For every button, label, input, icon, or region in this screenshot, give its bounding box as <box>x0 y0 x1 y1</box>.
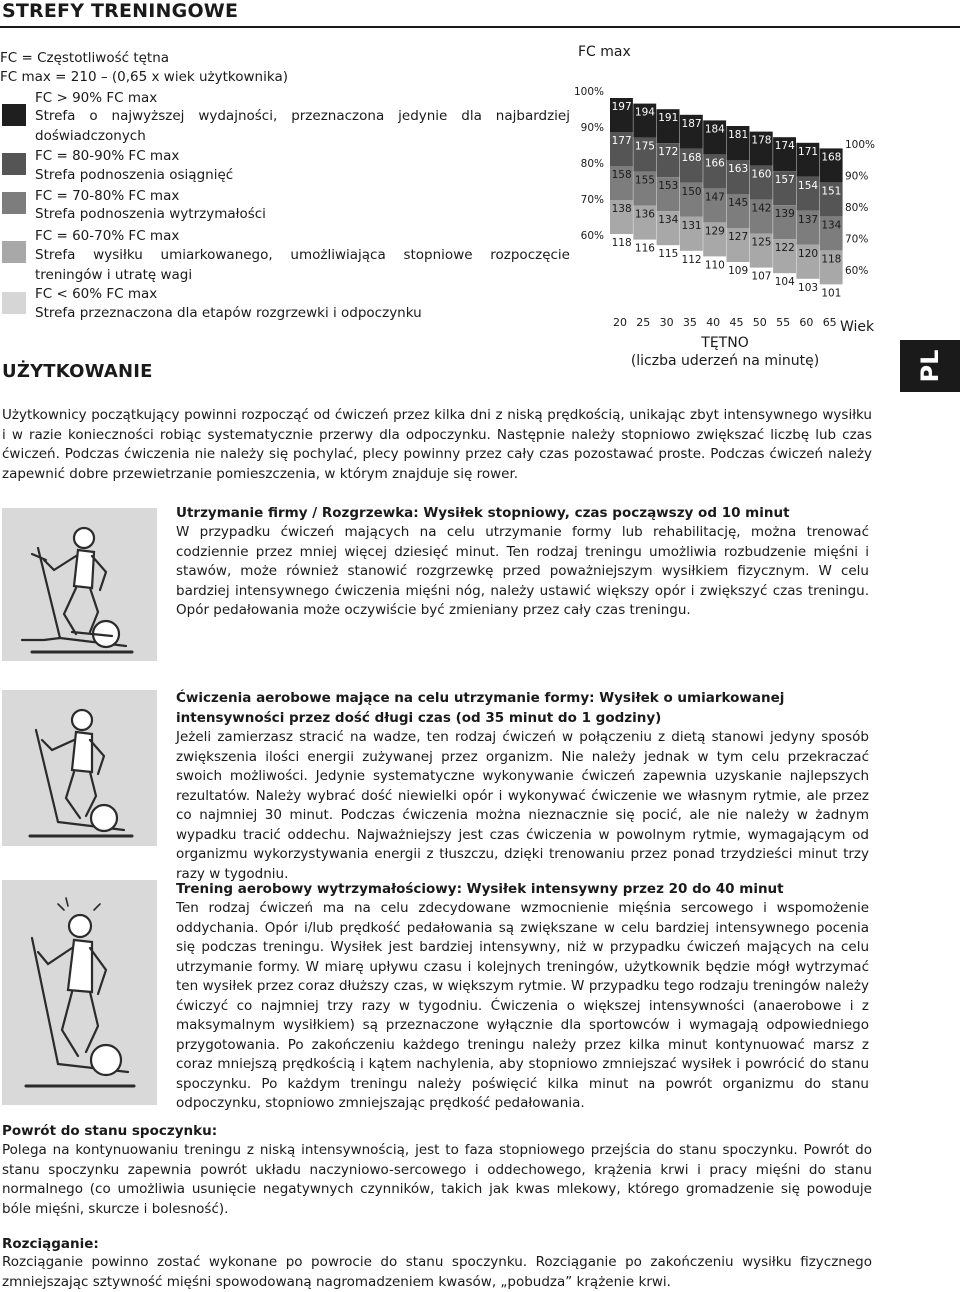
chart-x-axis-label: Wiek <box>840 319 875 335</box>
chart-left-tick-label: 80% <box>580 158 604 170</box>
elliptical-trainer-illustration-endurance <box>2 880 157 1105</box>
chart-value-label: 109 <box>728 265 749 277</box>
chart-value-label: 168 <box>681 151 702 164</box>
chart-value-label: 197 <box>611 101 632 113</box>
chart-value-label: 139 <box>774 208 795 221</box>
zone-desc-below-60: Strefa przeznaczona dla etapów rozgrzewki i odpoczynku <box>35 305 422 321</box>
chart-value-label: 122 <box>774 242 795 255</box>
chart-value-label: 194 <box>634 106 655 119</box>
chart-y-axis-label-line1: TĘTNO <box>701 335 749 351</box>
chart-value-label: 103 <box>798 281 819 294</box>
chart-x-axis <box>613 316 837 329</box>
chart-value-label: 177 <box>611 135 632 147</box>
zone-swatch-below-60 <box>2 292 26 314</box>
usage-title: UŻYTKOWANIE <box>2 361 153 382</box>
zone-swatch-60-70 <box>2 241 26 263</box>
chart-value-label: 134 <box>658 214 679 227</box>
zone-desc-70-80: Strefa podnoszenia wytrzymałości <box>35 206 266 222</box>
chart-value-label: 120 <box>798 247 819 260</box>
chart-x-tick-label: 25 <box>636 316 651 329</box>
elliptical-trainer-illustration-warmup <box>2 508 157 661</box>
section-aerobic-heading: Ćwiczenia aerobowe mające na celu utrzymanie formy: Wysiłek o umiarkowanej intensywności przez dość długi czas (od 35 minut do 1 godziny) <box>176 690 785 726</box>
chart-value-label: 171 <box>798 145 819 158</box>
chart-value-label: 181 <box>728 129 749 141</box>
chart-value-label: 145 <box>728 197 749 209</box>
zone-desc-90-plus: Strefa o najwyższej wydajności, przeznaczona jedynie dla najbardziej doświadczonych <box>35 108 570 144</box>
cooldown-heading: Powrót do stanu spoczynku: <box>2 1123 218 1139</box>
chart-right-tick-label: 60% <box>845 265 869 277</box>
chart-value-label: 184 <box>704 123 725 136</box>
chart-left-tick-label: 90% <box>580 122 604 134</box>
chart-value-label: 174 <box>774 140 795 153</box>
chart-value-label: 155 <box>634 174 655 187</box>
stretching-heading: Rozciąganie: <box>2 1236 99 1252</box>
title-rule <box>0 26 960 28</box>
language-tab <box>900 340 960 392</box>
chart-value-label: 147 <box>704 191 725 204</box>
zone-swatch-70-80 <box>2 192 26 214</box>
legend-fc-definition: FC = Częstotliwość tętna <box>0 50 170 66</box>
chart-right-tick-label: 100% <box>845 139 876 151</box>
chart-value-label: 153 <box>658 180 679 193</box>
zone-desc-60-70: Strefa wysiłku umiarkowanego, umożliwiająca stopniowe rozpoczęcie treningów i utratę wagi <box>35 247 570 283</box>
chart-value-label: 138 <box>611 203 632 215</box>
chart-value-label: 163 <box>728 163 749 175</box>
stretching-body: Rozciąganie powinno zostać wykonane po powrocie do stanu spoczynku. Rozciąganie po zakończeniu wysiłku fizycznego zmniejszając sztywność mięśni spowodowaną nagromadzeniem kwasów, „pobudza” krążenie krwi. <box>2 1254 872 1290</box>
zone-heading-60-70: FC = 60-70% FC max <box>35 228 180 244</box>
section-warmup-body: W przypadku ćwiczeń mających na celu utrzymanie formy lub rehabilitację, można trenować codziennie przez mniej więcej dziesięć minut. Ten rodzaj treningu umożliwia rozbudzenie mięśni i stawów, może również stanowić rozgrzewkę przed poważniejszym wysiłkiem fizycznym. W celu bardziej intensywnego ćwiczenia mięśni nóg, należy ustawić większy opór i zwiększyć czas treningu. Opór pedałowania może oczywiście być zmieniany przez cały czas treningu. <box>176 524 869 618</box>
chart-value-label: 112 <box>681 253 702 266</box>
chart-value-label: 101 <box>821 287 842 300</box>
chart-value-label: 157 <box>774 174 795 187</box>
chart-value-label: 154 <box>798 179 819 192</box>
chart-x-tick-label: 50 <box>752 316 767 329</box>
zone-heading-70-80: FC = 70-80% FC max <box>35 188 180 204</box>
chart-left-tick-label: 60% <box>580 230 604 242</box>
elliptical-trainer-illustration-aerobic <box>2 690 157 846</box>
chart-value-label: 110 <box>704 259 725 272</box>
zone-heading-below-60: FC < 60% FC max <box>35 286 158 302</box>
chart-y-axis-label-line2: (liczba uderzeń na minutę) <box>630 353 820 369</box>
chart-value-label: 104 <box>774 276 795 289</box>
chart-value-label: 178 <box>751 134 772 147</box>
chart-title: FC max <box>578 44 631 60</box>
cooldown-body: Polega na kontynuowaniu treningu z niską intensywnością, jest to faza stopniowego przejścia do stanu spoczynku. Powrót do stanu spoczynku zapewnia powrót układu naczyniowo-sercowego i oddechowego, krążenia krwi i pracy mięśni do stanu normalnego (co umożliwia usunięcie negatywnych czynników, takich jak kwas mlekowy, którego gromadzenie się powoduje bóle mięśni, skurcze i bolesność). <box>2 1142 872 1217</box>
chart-value-label: 158 <box>611 169 632 181</box>
language-tab-label: PL <box>916 349 944 383</box>
section-endurance-body: Ten rodzaj ćwiczeń ma na celu zdecydowane wzmocnienie mięśnia sercowego i wspomożenie oddychania. Opór i/lub prędkość pedałowania są zwiększane w celu bardziej intensywnego pocenia się podczas treningu. Wysiłek jest bardziej intensywny, niż w przypadku ćwiczeń mających na celu utrzymanie formy. W miarę upływu czasu i kolejnych treningów, użytkownik będzie mógł wytrzymać ten wysiłek przez coraz dłuższy czas, w większym rytmie. W przypadku tego rodzaju treningów należy ćwiczyć co najmniej trzy razy w tygodniu. Ćwiczenia o większej intensywności (anaerobowe i z maksymalnym wysiłkiem) są przeznaczone wyłącznie dla sportowców i wymagają odpowiedniego przygotowania. Po zakończeniu każdego treningu należy przez kilka minut kontynuować marsz z coraz mniejszą prędkością i kątem nachylenia, aby stopniowo zmniejszać wysiłek i powrócić do stanu spoczynku. Po każdym treningu należy poświęcić kilka minut na powrót organizmu do stanu odpoczynku, stopniowo zmniejszając prędkość pedałowania. <box>176 900 869 1111</box>
chart-value-label: 168 <box>821 151 842 164</box>
chart-x-tick-label: 20 <box>613 316 627 329</box>
chart-right-tick-label: 80% <box>845 202 869 214</box>
chart-x-tick-label: 40 <box>706 316 721 329</box>
chart-value-label: 191 <box>658 112 679 125</box>
chart-x-tick-label: 55 <box>776 316 791 329</box>
chart-x-tick-label: 60 <box>799 316 814 329</box>
chart-value-label: 107 <box>751 270 772 283</box>
chart-value-label: 187 <box>681 117 702 130</box>
chart-value-label: 116 <box>634 242 655 255</box>
zone-swatch-90-plus <box>2 104 26 126</box>
chart-value-label: 151 <box>821 185 842 198</box>
chart-right-tick-label: 70% <box>845 233 869 246</box>
chart-value-label: 150 <box>681 185 702 198</box>
chart-right-axis <box>845 139 875 277</box>
chart-x-tick-label: 65 <box>822 316 837 329</box>
legend-fc-max-formula: FC max = 210 – (0,65 x wiek użytkownika) <box>0 69 288 85</box>
chart-value-label: 166 <box>704 157 725 170</box>
section-endurance-heading: Trening aerobowy wytrzymałościowy: Wysiłek intensywny przez 20 do 40 minut <box>176 881 784 897</box>
zone-heading-80-90: FC = 80-90% FC max <box>35 148 180 164</box>
chart-value-label: 115 <box>658 248 679 261</box>
chart-left-axis <box>574 86 604 242</box>
chart-value-label: 137 <box>798 213 819 226</box>
zone-swatch-80-90 <box>2 153 26 175</box>
chart-value-label: 142 <box>751 202 772 215</box>
chart-value-label: 118 <box>611 237 632 249</box>
chart-value-label: 131 <box>681 219 702 232</box>
chart-right-tick-label: 90% <box>845 170 869 183</box>
chart-x-tick-label: 35 <box>682 316 697 329</box>
heart-rate-zone-chart <box>560 38 880 373</box>
chart-value-label: 160 <box>751 168 772 181</box>
chart-x-tick-label: 45 <box>729 316 744 329</box>
chart-value-label: 175 <box>634 140 655 153</box>
chart-left-tick-label: 100% <box>573 86 604 98</box>
usage-paragraph: Użytkownicy początkujący powinni rozpocząć od ćwiczeń przez kilka dni z niską prędkością, unikając zbyt intensywnego wysiłku i w razie konieczności robiąc systematycznie przerwy dla odpoczynku. Następnie należy stopniowo zwiększać liczbę lub czas ćwiczeń. Podczas ćwiczenia nie należy się pochylać, plecy powinny przez cały czas pozostawać proste. Podczas ćwiczeń należy zapewnić dobre przewietrzanie pomieszczenia, w którym znajduje się rower. <box>2 407 872 482</box>
chart-value-label: 129 <box>704 225 725 238</box>
zone-heading-90-plus: FC > 90% FC max <box>35 90 158 106</box>
chart-value-label: 136 <box>634 208 655 221</box>
chart-left-tick-label: 70% <box>580 194 604 206</box>
chart-value-label: 172 <box>658 146 679 159</box>
chart-value-label: 125 <box>751 236 772 249</box>
chart-x-tick-label: 30 <box>659 316 674 329</box>
chart-value-label: 118 <box>821 253 842 266</box>
section-warmup-heading: Utrzymanie firmy / Rozgrzewka: Wysiłek stopniowy, czas począwszy od 10 minut <box>176 505 790 521</box>
chart-value-label: 134 <box>821 219 842 232</box>
chart-value-label: 127 <box>728 231 749 243</box>
zone-desc-80-90: Strefa podnoszenia osiągnięć <box>35 167 234 183</box>
section-aerobic-body: Jeżeli zamierzasz stracić na wadze, ten rodzaj ćwiczeń w połączeniu z dietą stanowi jedyny sposób zwiększenia ilości energii zużywanej przez organizm. Nie należy jednak w tym celu przekraczać swoich możliwości. Jedynie systematyczne wykonywanie ćwiczeń zapewnia uzyskanie najlepszych rezultatów. Należy wybrać dość niewielki opór i wykonywać ćwiczenie we własnym rytmie, ale przez co najmniej 30 minut. Podczas ćwiczenia można nieznacznie się pocić, ale nie należy w żadnym wypadku tracić oddechu. Najważniejszy jest czas ćwiczenia w powolnym rytmie, wymagającym od organizmu wykorzystywania energii z tłuszczu, dzięki trenowaniu przez ponad trzydzieści minut trzy razy w tygodniu. <box>176 729 869 882</box>
page-title: STREFY TRENINGOWE <box>2 0 239 22</box>
